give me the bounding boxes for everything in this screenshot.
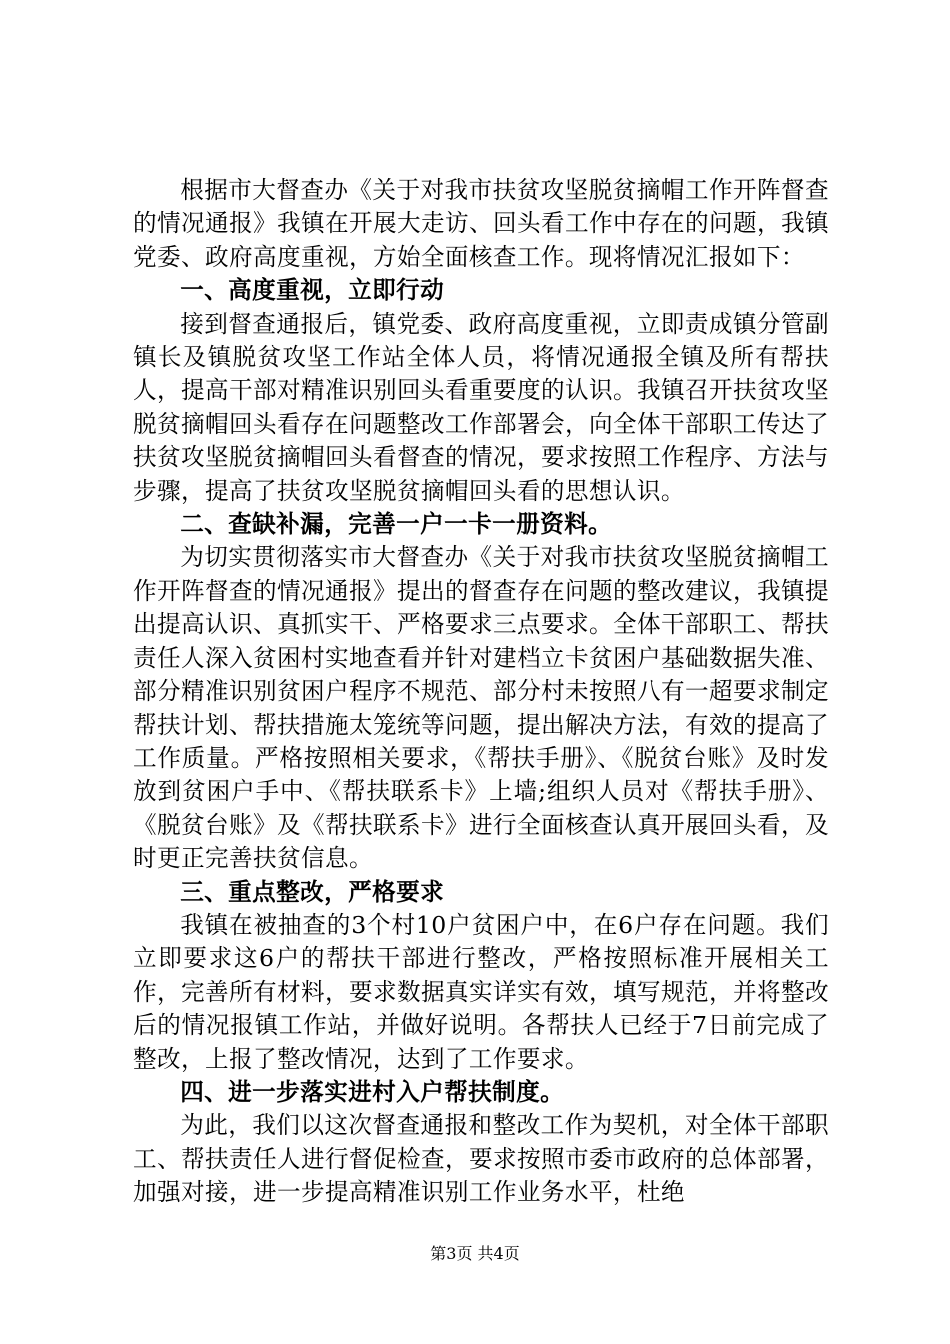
section-heading-2: 二、查缺补漏，完善一户一卡一册资料。	[180, 510, 613, 539]
section-2-paragraph: 为切实贯彻落实市大督查办《关于对我市扶贫攻坚脱贫摘帽工作开阵督查的情况通报》提出的督查存在问题的整改建议，我镇提出提高认识、真抓实干、严格要求三点要求。全体干部职工、帮扶责任人深入贫困村实地查看并针对建档立卡贫困户基础数据失准、部分精准识别贫困户程序不规范、部分村未按照八有一超要求制定帮扶计划、帮扶措施太笼统等问题，提出解决方法，有效的提高了工作质量。严格按照相关要求，《帮扶手册》、《脱贫台账》及时发放到贫困户手中、《帮扶联系卡》上墙;组织人员对《帮扶手册》、《脱贫台账》及《帮扶联系卡》进行全面核查认真开展回头看，及时更正完善扶贫信息。	[133, 543, 829, 873]
document-body	[133, 174, 829, 1210]
intro-paragraph: 根据市大督查办《关于对我市扶贫攻坚脱贫摘帽工作开阵督查的情况通报》我镇在开展大走访、回头看工作中存在的问题，我镇党委、政府高度重视，方始全面核查工作。现将情况汇报如下：	[133, 176, 829, 271]
page-footer: 第3页 共4页	[430, 1244, 520, 1263]
section-4-paragraph: 为此，我们以这次督查通报和整改工作为契机，对全体干部职工、帮扶责任人进行督促检查，要求按照市委市政府的总体部署，加强对接，进一步提高精准识别工作业务水平，杜绝	[133, 1111, 829, 1207]
section-heading-3: 三、重点整改，严格要求	[180, 877, 445, 906]
section-heading-4: 四、进一步落实进村入户帮扶制度。	[180, 1077, 565, 1106]
section-heading-1: 一、高度重视，立即行动	[180, 276, 445, 305]
section-3-paragraph: 我镇在被抽查的3个村10户贫困户中，在6户存在问题。我们立即要求这6户的帮扶干部进行整改，严格按照标准开展相关工作，完善所有材料，要求数据真实详实有效，填写规范，并将整改后的情况报镇工作站，并做好说明。各帮扶人已经于7日前完成了整改，上报了整改情况，达到了工作要求。	[133, 910, 829, 1073]
section-1-paragraph: 接到督查通报后，镇党委、政府高度重视，立即责成镇分管副镇长及镇脱贫攻坚工作站全体人员，将情况通报全镇及所有帮扶人，提高干部对精准识别回头看重要度的认识。我镇召开扶贫攻坚脱贫摘帽回头看存在问题整改工作部署会，向全体干部职工传达了扶贫攻坚脱贫摘帽回头看督查的情况，要求按照工作程序、方法与步骤，提高了扶贫攻坚脱贫摘帽回头看的思想认识。	[133, 309, 829, 505]
